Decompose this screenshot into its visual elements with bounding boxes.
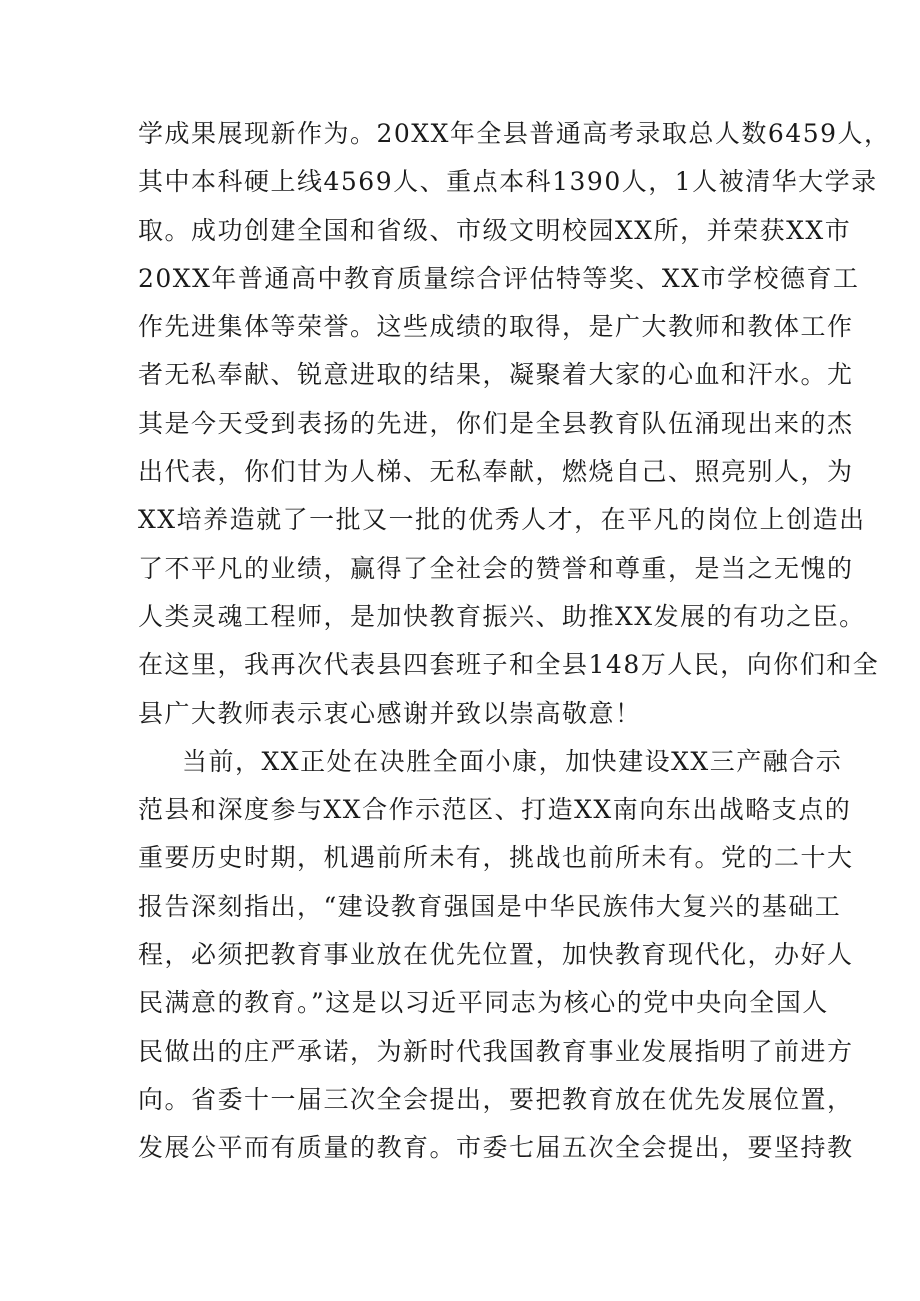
paragraph-current-situation — [138, 738, 854, 1173]
text-line: 了不平凡的业绩，赢得了全社会的赞誉和尊重，是当之无愧的 — [138, 553, 854, 583]
text-line: 发展公平而有质量的教育。市委七届五次全会提出，要坚持教 — [138, 1133, 854, 1163]
text-line: 民满意的教育。”这是以习近平同志为核心的党中央向全国人 — [138, 988, 829, 1018]
text-line: 出代表，你们甘为人梯、无私奉献，燃烧自己、照亮别人，为 — [138, 457, 854, 487]
text-line: 人类灵魂工程师，是加快教育振兴、助推XX发展的有功之臣。 — [138, 601, 866, 631]
text-line: XX培养造就了一批又一批的优秀人才，在平凡的岗位上创造出 — [138, 505, 866, 535]
text-line: 当前，XX正处在决胜全面小康，加快建设XX三产融合示 — [182, 746, 843, 776]
text-line: 取。成功创建全国和省级、市级文明校园XX所，并荣获XX市 — [138, 215, 852, 245]
text-line: 报告深刻指出，“建设教育强国是中华民族伟大复兴的基础工 — [138, 891, 842, 921]
text-line: 民做出的庄严承诺，为新时代我国教育事业发展指明了前进方 — [138, 1036, 854, 1066]
text-line: 县广大教师表示衷心感谢并致以崇高敬意！ — [138, 698, 642, 728]
text-line: 程，必须把教育事业放在优先位置，加快教育现代化，办好人 — [138, 940, 854, 970]
document-body — [138, 110, 891, 1173]
text-line: 范县和深度参与XX合作示范区、打造XX南向东出战略支点的 — [138, 795, 852, 825]
text-line: 重要历史时期，机遇前所未有，挑战也前所未有。党的二十大 — [138, 843, 854, 873]
text-line: 在这里，我再次代表县四套班子和全县148万人民，向你们和全 — [138, 650, 880, 680]
paragraph-achievements — [138, 110, 891, 738]
text-line: 其是今天受到表扬的先进，你们是全县教育队伍涌现出来的杰 — [138, 408, 854, 438]
text-line: 作先进集体等荣誉。这些成绩的取得，是广大教师和教体工作 — [138, 312, 854, 342]
text-line: 向。省委十一届三次全会提出，要把教育放在优先发展位置， — [138, 1084, 854, 1114]
text-line: 学成果展现新作为。20XX年全县普通高考录取总人数6459人， — [138, 119, 891, 148]
text-line: 者无私奉献、锐意进取的结果，凝聚着大家的心血和汗水。尤 — [138, 360, 854, 390]
text-line: 其中本科硬上线4569人、重点本科1390人，1人被清华大学录 — [138, 167, 878, 197]
text-line: 20XX年普通高中教育质量综合评估特等奖、XX市学校德育工 — [138, 263, 860, 293]
